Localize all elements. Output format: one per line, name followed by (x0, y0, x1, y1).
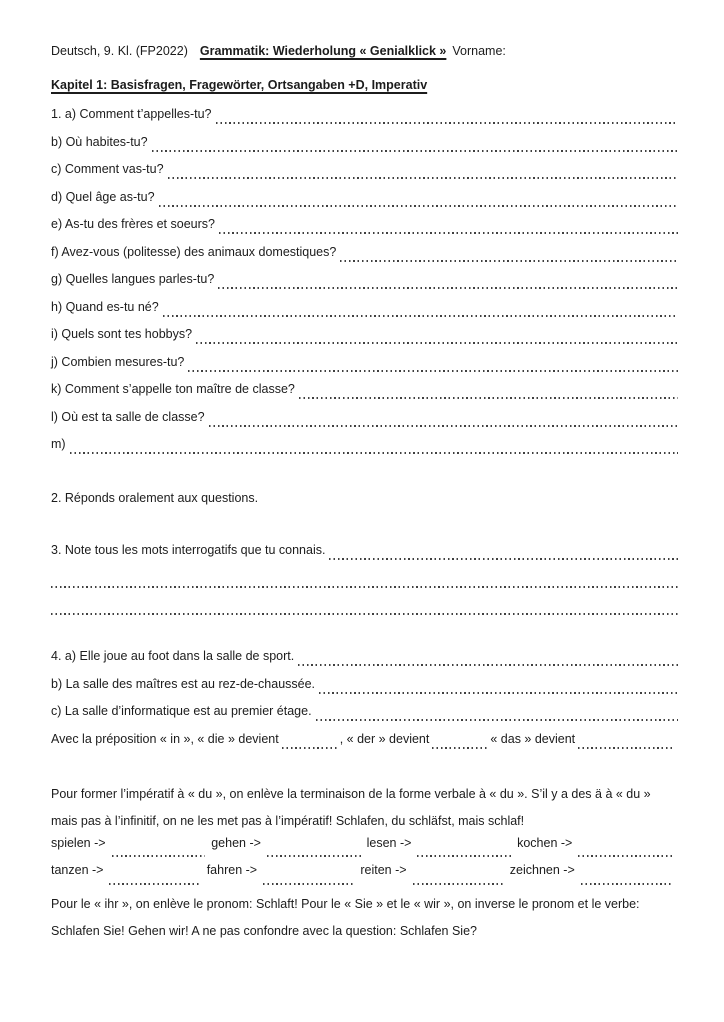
answer-blank (196, 342, 678, 344)
question-line (51, 382, 678, 401)
answer-blank (319, 692, 678, 694)
question-line (51, 217, 678, 236)
question-line (51, 135, 678, 154)
fill-in-blank (578, 747, 675, 749)
question-text: j) Combien mesures-tu? (51, 354, 185, 369)
verb-prompt: spielen -> (51, 835, 106, 850)
fill-in-blank (263, 883, 354, 885)
fill-in-blank (109, 883, 200, 885)
verb-prompt: lesen -> (366, 835, 412, 850)
fill-in-blank (581, 883, 672, 885)
verb-conjugation-row (51, 836, 678, 864)
exercise-1-questions (51, 107, 678, 456)
question-line (51, 245, 678, 264)
exercise-3 (51, 543, 678, 617)
question-line (51, 190, 678, 209)
sentence-text: c) La salle d’informatique est au premier étage. (51, 704, 312, 718)
fill-in-blank (413, 883, 504, 885)
verb-prompt: tanzen -> (51, 863, 104, 877)
answer-blank (209, 425, 678, 427)
verb-conjugation-row (51, 863, 678, 891)
exercise-4 (51, 649, 678, 751)
question-text: g) Quelles langues parles-tu? (51, 272, 215, 286)
course-label: Deutsch, 9. Kl. (FP2022) (51, 44, 188, 58)
answer-blank (152, 150, 678, 152)
question-text: b) Où habites-tu? (51, 134, 148, 149)
sentence-line (51, 704, 678, 723)
fill-in-blank (267, 855, 361, 857)
blank-line (51, 571, 678, 590)
question-text: f) Avez-vous (politesse) des animaux domestiques? (51, 244, 337, 259)
answer-blank (340, 260, 678, 262)
question-text: c) Comment vas-tu? (51, 162, 164, 176)
imperative-intro: Pour former l’impératif à « du », on enlève la terminaison de la forme verbale à « du ». S’il y a des ä à « du » mais pas à l’infinitif, on ne les met pas à l’impératif! Schlafen, du schläfst, mais schlaf! (51, 786, 651, 828)
fill-in-blank (432, 747, 487, 749)
answer-blank (216, 122, 679, 124)
answer-blank (299, 397, 678, 399)
instruction-text: 3. Note tous les mots interrogatifs que tu connais. (51, 543, 326, 557)
verb-prompt: fahren -> (206, 863, 258, 877)
question-line (51, 410, 678, 429)
question-text: i) Quels sont tes hobbys? (51, 327, 193, 341)
verb-prompt: reiten -> (360, 863, 407, 877)
question-text: d) Quel âge as-tu? (51, 189, 155, 204)
fill-in-blank (578, 855, 672, 857)
page-header (51, 44, 678, 64)
fill-in-blank (282, 747, 337, 749)
answer-blank (168, 177, 678, 179)
sentence-line (51, 649, 678, 668)
blank-line (51, 598, 678, 617)
answer-blank (70, 452, 678, 454)
question-text: h) Quand es-tu né? (51, 299, 159, 314)
fill-in-blank (417, 855, 511, 857)
answer-blank (51, 586, 678, 588)
answer-blank (316, 719, 678, 721)
question-line (51, 437, 678, 456)
fill-in-blank (112, 855, 206, 857)
question-line (51, 162, 678, 181)
question-line (51, 107, 678, 126)
imperative-outro: Pour le « ihr », on enlève le pronom: Schlaft! Pour le « Sie » et le « wir », on inverse le pronom et le verbe: Schlafen Sie! Gehen wir! A ne pas confondre avec la question: Schlafen Sie? (51, 896, 640, 938)
question-text: l) Où est ta salle de classe? (51, 409, 205, 424)
preposition-line (51, 732, 678, 751)
name-label: Vorname: (452, 44, 506, 58)
preposition-text: « das » devient (490, 731, 576, 746)
answer-blank (159, 205, 678, 207)
imperative-section (51, 781, 678, 946)
answer-blank (219, 232, 678, 234)
chapter-heading: Kapitel 1: Basisfragen, Fragewörter, Ortsangaben +D, Imperativ (51, 78, 428, 92)
verb-prompt: zeichnen -> (509, 863, 575, 877)
question-line (51, 300, 678, 319)
answer-blank (51, 613, 678, 615)
answer-blank (329, 558, 678, 560)
answer-blank (163, 315, 678, 317)
question-line (51, 355, 678, 374)
answer-blank (218, 287, 678, 289)
preposition-text: Avec la préposition « in », « die » devient (51, 731, 279, 746)
exercise-3-instruction-line (51, 543, 678, 562)
sentence-text: 4. a) Elle joue au foot dans la salle de sport. (51, 649, 295, 663)
question-text: 1. a) Comment t’appelles-tu? (51, 107, 212, 121)
worksheet-title: Grammatik: Wiederholung « Genialklick » (199, 44, 447, 58)
sentence-text: b) La salle des maîtres est au rez-de-chaussée. (51, 676, 316, 691)
question-line (51, 327, 678, 346)
exercise-2-instruction: 2. Réponds oralement aux questions. (51, 491, 259, 505)
sentence-line (51, 677, 678, 696)
question-text: e) As-tu des frères et soeurs? (51, 217, 215, 231)
question-line (51, 272, 678, 291)
answer-blank (298, 664, 678, 666)
answer-blank (188, 370, 678, 372)
question-text: k) Comment s’appelle ton maître de classe? (51, 382, 295, 396)
verb-prompt: kochen -> (517, 835, 573, 850)
question-text: m) (51, 437, 66, 451)
verb-prompt: gehen -> (211, 835, 261, 850)
preposition-text: , « der » devient (339, 731, 430, 746)
